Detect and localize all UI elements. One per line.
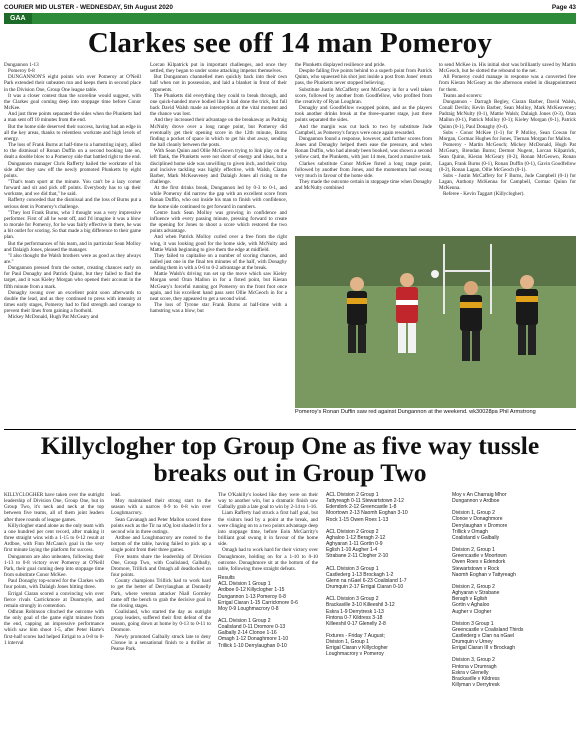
paragraph: They made the outcome certain in stoppage time when Donaghy and McNulty combined	[295, 178, 432, 192]
paragraph: It was a closer contest than the scoreline would suggest, with the Clarkes goal coming deep into stoppage time before Conor McKee.	[4, 92, 141, 112]
paragraph: And the margin was cut back to two by substitute Jude Campbell, as Pomeroy's forays were once again rewarded.	[295, 123, 432, 136]
paragraph: The Plunketts did everything they could to break through, and one quick-handed move bodied like it had done the trick, but full back David Walsh made an interception at the vital moment and the chance was lost.	[150, 92, 287, 118]
result-line: Gortin v Aghaloo	[452, 602, 490, 609]
paragraph: lead.	[111, 492, 121, 498]
paragraph: County champions Trillick had to work hard to get the better of Derrylaughan at Donnelly Park, where veteran attacker Niall Gormley came off the bench to grab the decisive goal in the closing stages.	[111, 578, 211, 609]
result-line: Augher v Clogher	[452, 608, 492, 615]
result-line: Errigal Ciaran v Killyclogher	[326, 645, 388, 652]
paragraph: to send McKee in. His initial shot was brilliantly saved by Martin McGeoch, but he slotted the rebound to the net.	[439, 62, 576, 75]
paragraph: Despite falling five points behind to a superb point from Patrick Quinn, who squeezed his shot just inside a post from Jones' return pass, the Plunketts never stopped believing.	[295, 68, 432, 87]
result-line: Stewartstown v Rock	[452, 565, 500, 572]
match-photo	[295, 236, 576, 408]
result-line: Moy v An Charraig Mhor	[452, 492, 507, 498]
paragraph: And when Patrick Molloy curled over a free from the right wing, it was looking good for the home side, with McNulty and Mattie Walsh beginning to give them the edge at midfield.	[150, 234, 287, 253]
paragraph: Dungannon found a response, however, and further scores from Jones and Donaghy helped them ease the pressure, and when Ronan Duffin, who had already been booked, was shown a second yellow card, the Plunketts, with just 14 men, faced a massive task.	[295, 135, 432, 161]
paragraph: Dungannon manager Chris Rafferty hailed the workrate of his side after they saw off the newly promoted Plunketts by eight points.	[4, 160, 141, 179]
paragraph: Sean Cavanagh and Peter Mallon scored three points each as the Tir na nOg lost shaded it for a second win in three outings.	[111, 516, 211, 535]
result-line: Aghyaran 1-11 Gortin 0-9	[326, 541, 383, 548]
result-line: Tattyreagh 0-11 Stewartstown 2-12	[326, 498, 404, 505]
paragraph: Mattie Walsh's driving run set up the move which saw Kieley Morgan send Oran Mallon in for a fisted point, but Kieran McGeary's forceful running got Pomeroy on the front foot once again, and his excellent hand pass sent Ollie McGeoch in for a neat score, they appeared to get a second wind.	[150, 271, 287, 302]
paragraph: Dungannon - Darragh Begley, Ciaran Barber, David Walsh, Conall Devlin; Kevin Barber, Sean Molloy, Mark McKeaveney; Padraig McNulty (0-1), Mattie Walsh; Dalaigh Jones (0-3), Oran Mallon (0-1), Patrick Molloy (0-1); Kieley Morgan (0-1), Patrick Quinn (0-1), Paul Donaghy (0-4).	[439, 98, 576, 130]
paragraph: Omagh had to work hard for their victory over Donaghmore, holding on for a 1-10 to 0-10 outcome. Donaghmore sit at the bottom of the table, following three straight defeats.	[218, 547, 318, 572]
paragraph: Pomeroy - Martin McGeoch; Mickey McDonald, Hugh Pat McGeary, Brendan Burns; Dermot Nugent, Lorcan Kilpatrick, Sean Quinn, Kieran McGeary (0-2), Ronan McGeown, Ronan Lagan, Frank Burns (0-1), Ronan Duffin (0-1), Gavin Goodfellow (0-2), Ronan Lagan, Ollie McGeoch (0-1).	[439, 142, 576, 173]
story2-results-column	[326, 492, 444, 734]
result-line: Coalisland 0-11 Dromore 0-13	[218, 624, 286, 631]
story2-column-1	[4, 492, 104, 734]
story2-column-2	[111, 492, 211, 734]
paragraph: the Plunketts displayed resilience and pride.	[295, 62, 386, 68]
result-line: Fixtures - Friday 7 August;	[326, 632, 385, 639]
result-line: Naomh Eoghan v Tattyreagh	[452, 571, 516, 578]
paragraph: The loss of Tyrone star Frank Burns at half-time with a hamstring was a blow, but	[150, 302, 287, 315]
story2-headline: Killyclogher top Group One as five way tussle breaks out in Group Two	[40, 431, 540, 487]
paragraph: Five teams share the leadership of Division One, Group Two, with Coalisland, Galbally, Dromore, Trillick and Omagh all deadlocked on four points.	[111, 553, 211, 579]
result-line: Galbally 2-14 Clonoe 1-16	[218, 630, 277, 637]
result-line: Division 1, Group 1	[326, 639, 369, 646]
result-line: Greencastle v Coalisland Thirds	[452, 626, 524, 633]
result-line: Castlederg v Clan na nGael	[452, 632, 514, 639]
paragraph: Mickey McDonald, Hugh Pat McGeary and	[8, 314, 99, 321]
result-line: ACL Division 2 Group 2	[326, 528, 379, 535]
result-line: Brackaville 3-10 Killeeshil 3-12	[326, 602, 395, 609]
result-line: Eskra v Glenelly	[452, 669, 489, 676]
result-line: Results	[218, 575, 235, 582]
result-line: Fintona 0-7 Kildress 3-18	[326, 614, 383, 621]
paragraph: Killyclogher stand alone as the only team with a one hundred per cent record, after making it three straight wins with a 1-15 to 0-12 result at Ardboe, with Finn McCann's goal in the very first minute laying the platform for success.	[4, 522, 104, 554]
result-line: Owen Roes v Edendork	[452, 559, 506, 566]
paragraph: "That's team sport at the minute. You can't be a lazy corner forward and sit and pick off points. Everybody has to up their workrate, and we did that," he said.	[4, 178, 141, 198]
story1-column-4	[439, 62, 576, 232]
paragraph: Coalisland, who started the day as outright group leaders, suffered their first defeat of the season, going down at home by 0-13 to 0-11 to Dromore.	[111, 608, 211, 634]
result-line: Drumquin 2-17 Errigal Ciaran 0-10	[326, 584, 404, 591]
result-line: Glenn na nGael 6-23 Coalisland 1-7	[326, 577, 407, 584]
result-line: Eglish 1-10 Augher 1-4	[326, 547, 378, 554]
result-line: Castlederg 1-13 Brockagh 1-2	[326, 571, 394, 578]
result-line: Rock 1-15 Owen Roes 1-13	[326, 516, 389, 523]
story2-column-3-text	[218, 492, 318, 572]
result-line: Fintona v Drumragh	[452, 663, 497, 670]
paragraph: All Pomeroy could manage in response was a converted free from Kieran McGeary as the afternoon ended in disappointment for them.	[439, 74, 576, 93]
result-line: Edendork 2-12 Greencastle 1-8	[326, 504, 397, 511]
match-photo-illustration	[295, 236, 576, 408]
result-line: Aghaloo 1-12 Beragh 2-12	[326, 534, 386, 541]
result-line: Drumquin v Urney	[452, 639, 493, 646]
paragraph: Subs - Justin McCaffery for F Burns, Jude Campbell (0-1) for Lagan, Anthony McKenna for Campbell, Cormac Quinn for McKenna.	[439, 172, 576, 192]
paragraph: Moy maintained their strong start to the season with a narrow 0-9 to 0-8 win over Loughmacrory.	[111, 498, 211, 517]
result-line: Dungannon v Ardboe	[452, 498, 500, 505]
result-line: Strabane 2-11 Clogher 2-10	[326, 553, 389, 560]
story-divider	[4, 429, 576, 430]
result-line: Trillick 1-10 Derrylaughan 0-10	[218, 642, 287, 649]
result-line: Killeeshil 0-17 Glenelly 2-8	[326, 620, 386, 627]
result-line: Killyman v Derrytresk	[452, 682, 500, 689]
paragraph: Liam Rafferty had struck a first half goal, but the visitors lead by a point at the break, and were clinging on to a two points advantage deep into stoppage time, before Eoin McGarrity's brilliant goal swung it in favour of the home side.	[218, 510, 318, 548]
paragraph: Donaghy and Goodfellow swapped points, and as the players took another drinks break at the three-quarter stage, just three points separated the sides.	[295, 105, 432, 124]
result-line: Division 3 Group 1	[452, 620, 494, 627]
result-line: Greencastle v Moortown	[452, 553, 507, 560]
masthead	[4, 3, 576, 12]
paragraph: Referee - Kevin Taggart (Killyclogher).	[443, 191, 525, 198]
result-line: Errigal Ciaran 1-15 Carrickmore 0-6	[218, 599, 298, 606]
result-line: Ardboe 0-12 Killyclogher 1-15	[218, 587, 285, 594]
paragraph: They failed to capitalise on a number of scoring chances, and nailed just one in the final ten minutes of the half, with Donaghy sending them in with a 0-6 to 0-2 advantage at the break.	[150, 252, 287, 272]
paragraph: KILLYCLOGHER have taken over the outright leadership of Division One, Group One, but in Group Two, it's neck and neck at the top between five teams, all of them joint leaders after three rounds of league games.	[4, 492, 104, 523]
paragraph: "I also thought the Walsh brothers were as good as they always are."	[4, 252, 141, 265]
result-line: ACL Division 2 Group 1	[326, 492, 379, 498]
result-line: Division 2, Group 1	[452, 547, 495, 554]
story1-column-3	[295, 62, 432, 232]
result-line: Eskra 1-9 Derrytresk 1-13	[326, 608, 384, 615]
paragraph: Rafferty conceded that the dismissal and the loss of Burns put a serious dent in Pomeroy's challenge.	[4, 197, 141, 210]
result-line: Moortown 2-13 Naomh Eoghan 3-10	[326, 510, 408, 517]
masthead-publication-date: COURIER MID ULSTER - WEDNESDAY, 5th August 2020	[4, 4, 173, 11]
paragraph: Paul Donaghy top-scored for the Clarkes with four points, with Dalaigh Jones hitting three.	[4, 578, 104, 591]
paragraph: But the home side deserved their success, having had an edge in all the key areas, thanks to relentless workrate and high levels of energy.	[4, 123, 141, 142]
paragraph: But Dungannon channelled men quickly back into their own half when not in possession, and laid a blanket in front of their opponents.	[150, 74, 287, 93]
result-line: ACL Division 1 Group 1	[218, 581, 271, 588]
paragraph: DUNGANNON'S eight points win over Pomeroy at O'Neill Park extended their unbeaten run and keeps them in second place in the Division One, Group One league table.	[4, 74, 141, 93]
section-tag: GAA	[4, 13, 32, 24]
result-line: Clonoe v Donaghmore	[452, 516, 503, 523]
result-line: Loughmacrory v Pomeroy	[326, 651, 384, 658]
paragraph: Substitute Justin McCafferty sent McGeary in for a well taken score, followed by another from Goodfellow, who profited from the creativity of Ryan Loughran.	[295, 86, 432, 105]
paragraph: Odhran Robinson clinched the outcome with the only goal of the game eight minutes from the end, capping an impressive performance which saw him shoot 1-5, after Peter Harte's first-half scores had helped Errigal to a 0-8 to 0-1 interval	[4, 608, 104, 646]
paragraph: At the first drinks break, Dungannon led by 0-3 to 0-1, and while Pomeroy did narrow the gap with an excellent score from Ronan Duffin, who out inside his man to finish with confidence, the home side continued to get forward in numbers.	[150, 185, 287, 210]
photo-caption: Pomeroy's Ronan Duffin saw red against Dungannon at the weekend. wk30028pa Phil Armstrong	[295, 409, 536, 415]
paragraph: With Sean Quinn and Ollie McGeown trying to link play on the left flank, the Plunketts were not short of energy and ideas, but a disciplined home side was unwilling to given inch, and their crisp and incisive tackling was highly effective, with Walsh, Ciaran Barber, Mark McKeaveney and Dalaigh Jones all rising to the challenge.	[150, 148, 287, 185]
result-line: Coalisland v Galbally	[452, 534, 500, 541]
paragraph: Dungannon are also unbeaten, following their 1-13 to 0-8 victory over Pomeroy at O'Neill Park, their goal coming deep into stoppage time from substitute Conor McKee.	[4, 553, 104, 579]
section-bar	[4, 13, 576, 24]
result-line: ACL Division 3 Group 2	[326, 596, 379, 603]
result-line: Errigal Ciaran III v Brockagh	[452, 645, 516, 652]
story1-column-1	[4, 62, 141, 426]
paragraph: The loss of Frank Burns at half-time to a hamstring injury, allied to the dismissal of Ronan Duffin on a second booking late on, dealt a double blow to a Pomeroy side that battled right to the end.	[4, 142, 141, 161]
result-line: Brackaville v Kildress	[452, 675, 500, 682]
paragraph: Errigal Ciaran scored a convincing win over fierce rivals Carrickmore at Dunmoyle, and remain strongly in contention.	[4, 590, 104, 609]
paragraph: The O'Kahilly's looked like they were on their way to another win, but a dramatic finish saw Galbally grab a late goal to win by 2-14 to 1-16.	[218, 492, 318, 511]
paragraph: Newly promoted Galbally struck late to deny Clonoe in a sensational finish to a thriller at Pearse Park.	[111, 633, 211, 652]
paragraph: Pomeroy 0-8	[8, 68, 35, 75]
story2-fixtures-column	[452, 492, 576, 734]
result-line: Trillick v Omagh	[452, 528, 488, 535]
paragraph: "They lost Frank Burns, who I thought was a very impressive performer. First of all he went off, and I'd imagine it was a blow to morale for Pomeroy, for he was fairly effective in there, he was a bit outlet for scoring. So that made a big difference to their game plan.	[4, 209, 141, 241]
paragraph: Ardboe and Loughmacrory are rooted to the bottom of the table, having failed to pick up a single point from their three games.	[111, 535, 211, 554]
results-group-one-two	[218, 575, 318, 649]
result-line: Beragh v Eglish	[452, 596, 488, 603]
result-line: Division 3, Group 2	[452, 657, 495, 664]
paragraph: But the performances of his team, and in particular Sean Molloy and Dalaigh Jones, pleased the manager.	[4, 240, 141, 253]
result-line: ACL Division 3 Group 1	[326, 565, 379, 572]
paragraph: And they increased their advantage on the breakaway as Padraig McNulty drove over a long range point, but Pomeroy did eventually get their opening score in the 12th minute, Burns finding a pocket of space in which to get his shot away, sending the ball cleanly between the posts.	[150, 117, 287, 149]
paragraph: And just three points separated the sides when the Plunketts had a man sent off 10 minutes from the end.	[4, 111, 141, 124]
football	[431, 270, 439, 278]
paragraph: Dungannon 1-13	[4, 62, 39, 68]
result-line: Dungannon 1-13 Pomeroy 0-8	[218, 593, 286, 600]
paragraph: Subs - Conor McKee (1-1) for P Molloy, Sean Cowan for Morgan, Cormac Hughes for Jones, Tiernan Morgan for Mallon.	[439, 129, 576, 142]
result-line: Moy 0-9 Loughmacrory 0-8	[218, 605, 279, 612]
result-line: Division 2, Group 2	[452, 583, 495, 590]
paragraph: Centre back Sean Molloy was growing in confidence and influence with every passing minute, pressing forward to create the opening for Jones to shoot a score which restored the two points advantage.	[150, 209, 287, 235]
story2-column-3	[218, 492, 318, 734]
paragraph: Dungannon pressed from the outset, creating chances early on for Paul Donaghy and Patrick Quinn, but they failed to find the target, and it was Kieley Morgan who opened their account in the fifth minute from a mark.	[4, 265, 141, 290]
page-number: Page 43	[551, 4, 576, 11]
result-line: Division 1, Group 2	[452, 510, 495, 517]
paragraph: Lorcan Kilpatrick put in important challenges, and once they settled, they began to under some attacking impetus themselves.	[150, 62, 287, 75]
result-line: Aghyaran v Strabane	[452, 590, 500, 597]
story1-headline: Clarkes see off 14 man Pomeroy	[87, 27, 493, 59]
story1-column-2	[150, 62, 287, 426]
result-line: Derrylaughan v Dromore	[452, 522, 508, 529]
paragraph: Teams and scorers:	[443, 92, 483, 99]
paragraph: Donaghy swung over an excellent point soon afterwards to double the lead, and as they continued to press with intensity at times early stages, Pomeroy had to find strength and courage to prevent their lines from gaining a foothold.	[4, 289, 141, 315]
result-line: ACL Division 1 Group 2	[218, 617, 271, 624]
result-line: Omagh 1-12 Donaghmore 1-10	[218, 636, 289, 643]
paragraph: Clarkes substitute Conor McKee fisted a long range point, followed by another from Jones, and the momentum had swung very much in favour of the home side.	[295, 160, 432, 179]
